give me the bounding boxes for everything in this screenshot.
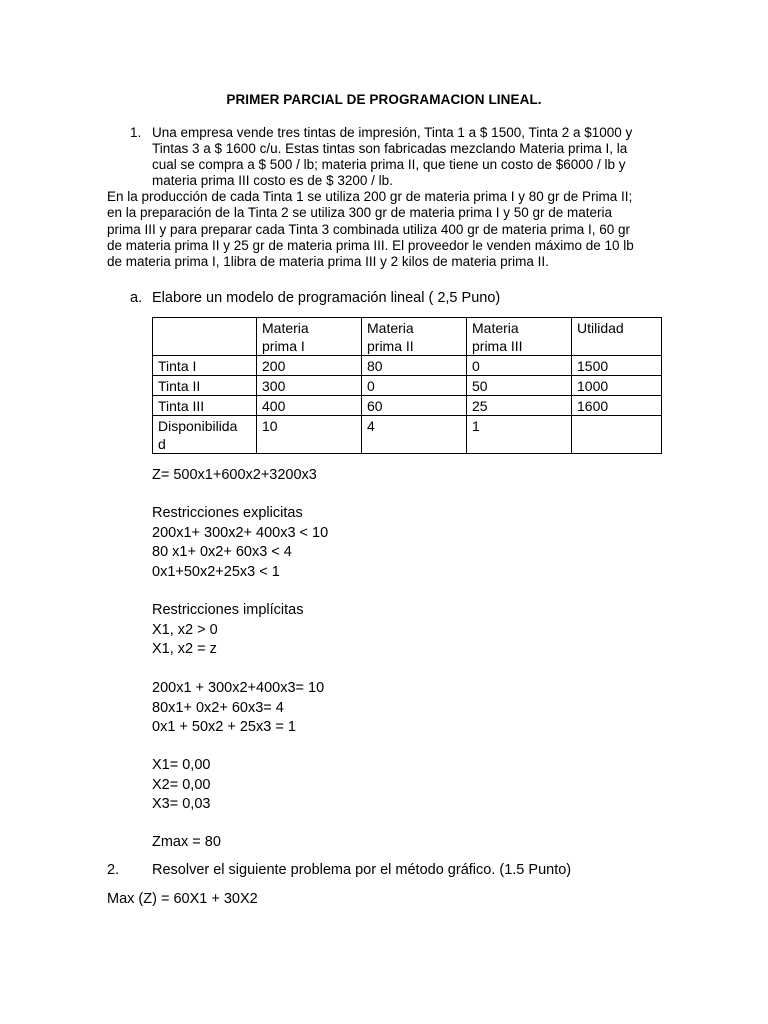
table-cell: 0 — [467, 356, 572, 376]
paragraph-line: en la preparación de la Tinta 2 se utiliza 300 gr de materia prima I y 50 gr de materia — [107, 205, 613, 221]
paragraph-line: de materia prima I, 1libra de materia prima III y 2 kilos de materia prima II. — [107, 254, 549, 270]
data-table — [152, 317, 662, 454]
implicit-constraints-title: Restricciones implícitas — [152, 602, 304, 618]
item-2-number: 2. — [107, 862, 120, 878]
table-cell: 4 — [362, 416, 467, 454]
implicit-constraints — [152, 601, 304, 660]
item-2-text: Resolver el siguiente problema por el método gráfico. (1.5 Punto) — [152, 862, 572, 878]
item-1-text — [152, 125, 660, 189]
equation-line: 200x1 + 300x2+400x3= 10 — [152, 680, 325, 696]
table-row — [153, 376, 662, 396]
item-a-marker: a. — [130, 290, 143, 306]
table-cell: 1500 — [572, 356, 662, 376]
table-header-cell: Materia prima III — [467, 318, 572, 356]
table-cell: Tinta I — [153, 356, 257, 376]
table-row — [153, 416, 662, 454]
table-header-row — [153, 318, 662, 356]
document-title: PRIMER PARCIAL DE PROGRAMACION LINEAL. — [226, 92, 542, 107]
item-a-text: Elabore un modelo de programación lineal ( 2,5 Puno) — [152, 290, 501, 306]
table-header-cell — [153, 318, 257, 356]
constraint-line: X1, x2 > 0 — [152, 621, 218, 638]
table-cell: 1600 — [572, 396, 662, 416]
constraint-line: 200x1+ 300x2+ 400x3 < 10 — [152, 524, 329, 541]
paragraph-line: de materia prima II y 25 gr de materia prima III. El proveedor le venden máximo de 10 lb — [107, 237, 634, 253]
constraint-line: 80 x1+ 0x2+ 60x3 < 4 — [152, 544, 292, 560]
table-row — [153, 356, 662, 376]
constraint-line: X1, x2 = z — [152, 641, 217, 657]
table-cell: 10 — [257, 416, 362, 454]
table-cell: 60 — [362, 396, 467, 416]
problem-paragraph — [107, 189, 660, 270]
equation-system — [152, 679, 324, 738]
paragraph-line: En la producción de cada Tinta 1 se utiliza 200 gr de materia prima I y 80 gr de Prima II; — [107, 189, 633, 204]
solution-line: X1= 0,00 — [152, 757, 211, 773]
table-header-cell: Materia prima I — [257, 318, 362, 356]
table-row — [153, 396, 662, 416]
item-1-line: cual se compra a $ 500 / lb; materia prima II, que tiene un costo de $6000 / lb y — [152, 157, 626, 172]
zmax-result: Zmax = 80 — [152, 834, 221, 850]
paragraph-line: prima III y para preparar cada Tinta 3 combinada utiliza 400 gr de materia prima I, 60 gr — [107, 221, 631, 237]
table-cell: 1000 — [572, 376, 662, 396]
solution-line: X3= 0,03 — [152, 796, 211, 812]
table-cell: Tinta III — [153, 396, 257, 416]
solution-values — [152, 756, 210, 815]
equation-line: 80x1+ 0x2+ 60x3= 4 — [152, 699, 284, 716]
constraint-line: 0x1+50x2+25x3 < 1 — [152, 563, 280, 580]
max-z-objective: Max (Z) = 60X1 + 30X2 — [107, 891, 258, 907]
table-cell: 200 — [257, 356, 362, 376]
table-cell: 300 — [257, 376, 362, 396]
explicit-constraints-title: Restricciones explicitas — [152, 505, 303, 521]
table-header-cell: Utilidad — [572, 318, 662, 356]
item-1-line: Tintas 3 a $ 1600 c/u. Estas tintas son fabricadas mezclando Materia prima I, la — [152, 141, 628, 156]
table-cell: 80 — [362, 356, 467, 376]
table-cell: Tinta II — [153, 376, 257, 396]
table-cell: 0 — [362, 376, 467, 396]
item-1-line: Una empresa vende tres tintas de impresión, Tinta 1 a $ 1500, Tinta 2 a $1000 y — [152, 125, 633, 140]
table-cell: 400 — [257, 396, 362, 416]
equation-line: 0x1 + 50x2 + 25x3 = 1 — [152, 719, 296, 735]
table-cell: 1 — [467, 416, 572, 454]
item-1-line: materia prima III costo es de $ 3200 / lb. — [152, 173, 393, 188]
item-1-number: 1. — [130, 125, 142, 140]
explicit-constraints — [152, 504, 328, 582]
solution-line: X2= 0,00 — [152, 776, 211, 793]
table-header-cell: Materia prima II — [362, 318, 467, 356]
table-cell: Disponibilida d — [153, 416, 257, 454]
table-cell — [572, 416, 662, 454]
objective-function: Z= 500x1+600x2+3200x3 — [152, 467, 317, 483]
table-cell: 25 — [467, 396, 572, 416]
table-cell: 50 — [467, 376, 572, 396]
